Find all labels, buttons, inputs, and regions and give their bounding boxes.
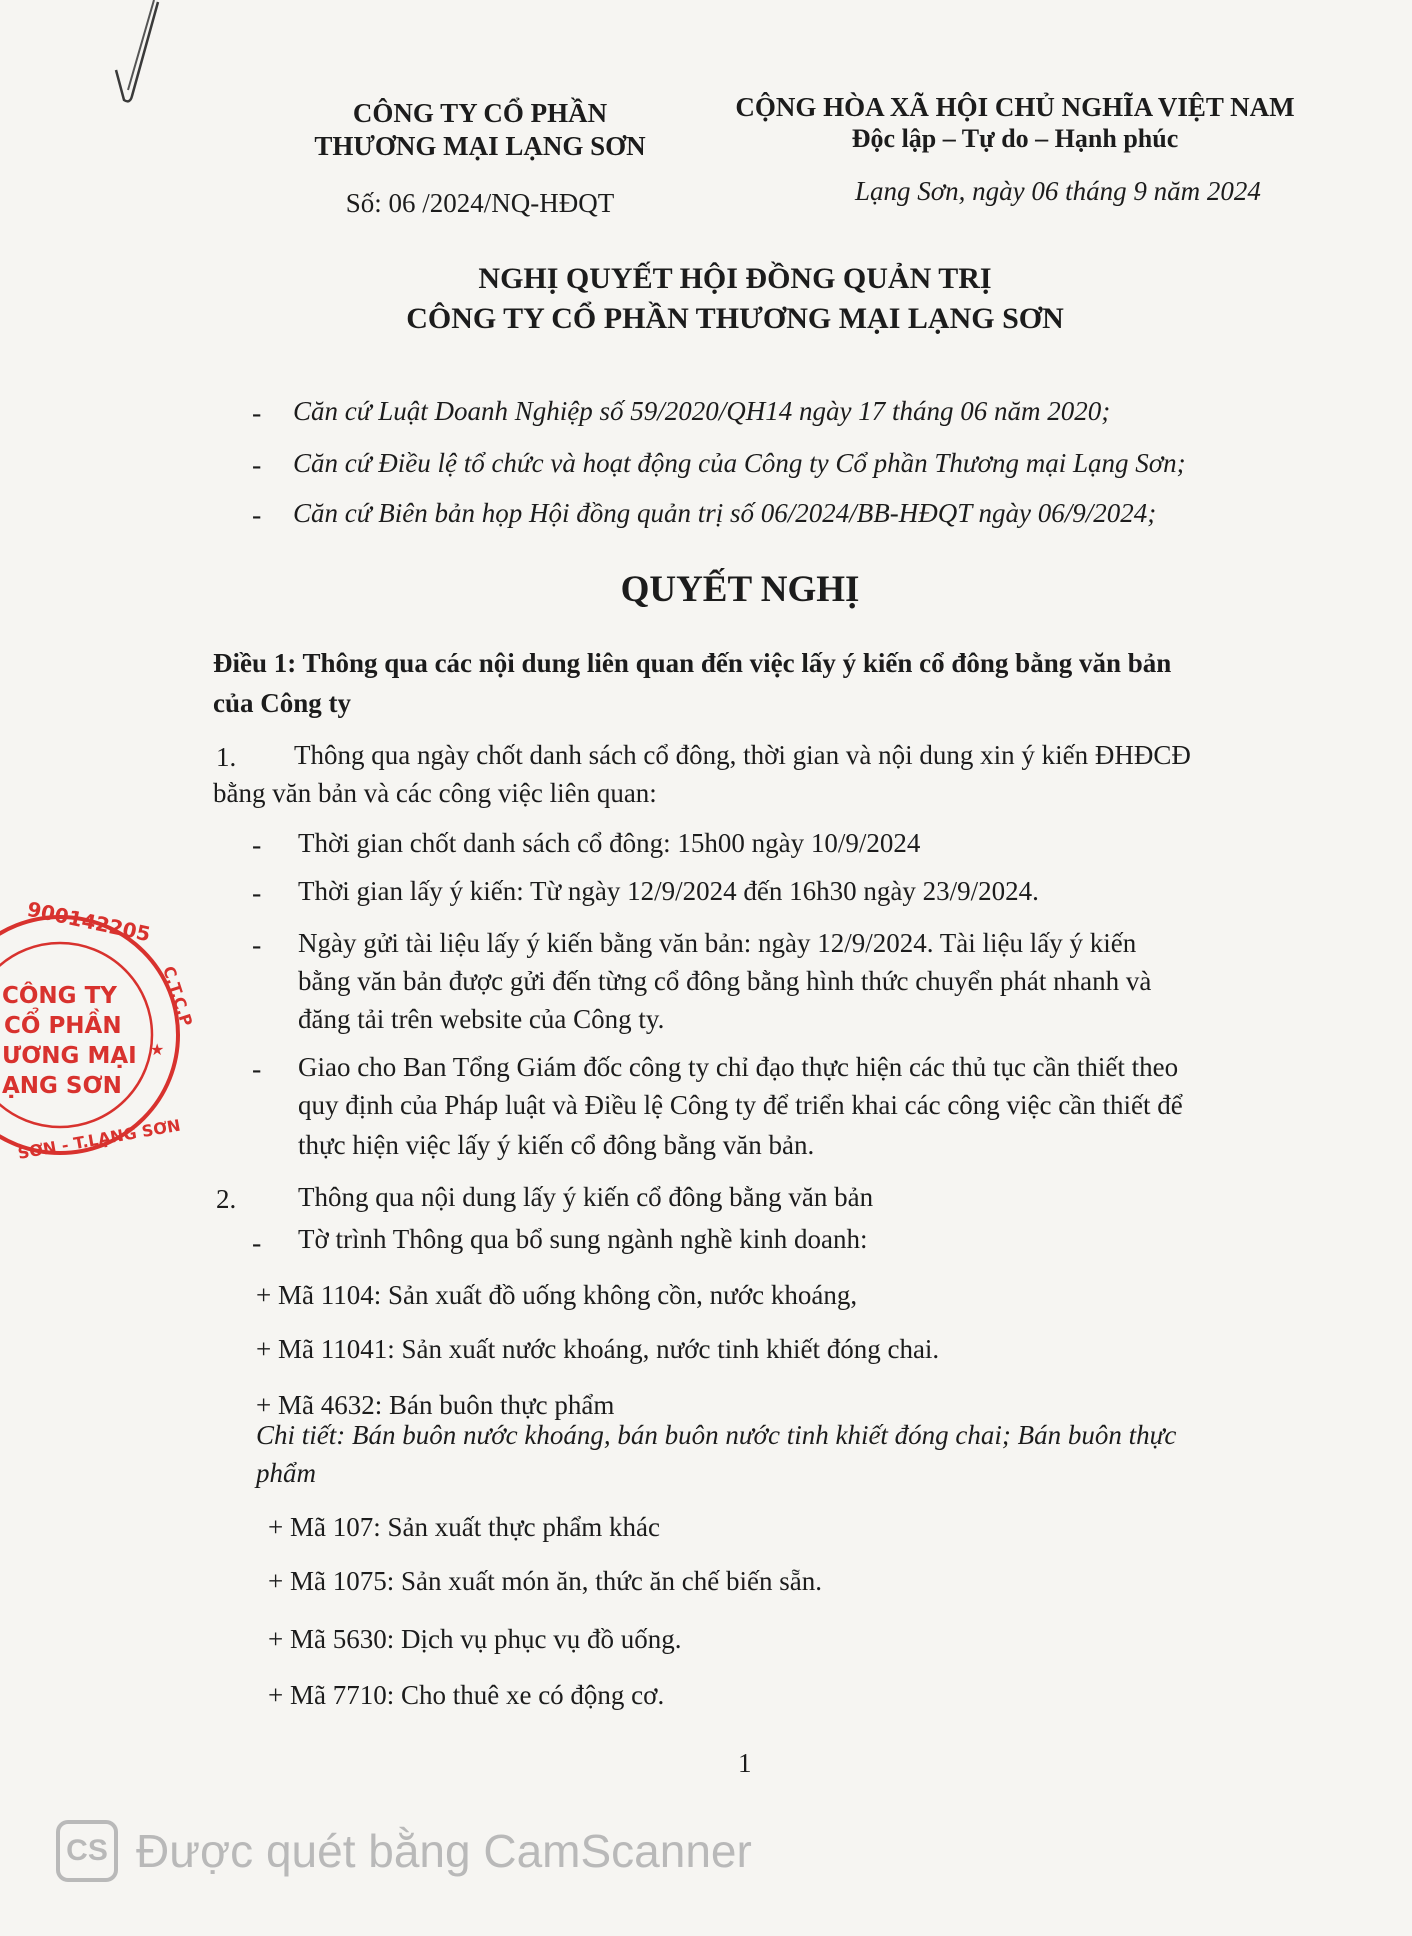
dash-bullet: - (252, 1228, 262, 1259)
seal-bottom-text: SƠN - T.LẠNG SƠN (16, 1115, 182, 1163)
dash-bullet: - (252, 930, 262, 961)
company-name-line1: CÔNG TY CỔ PHẦN (352, 98, 608, 128)
camscanner-watermark (56, 1820, 752, 1882)
document-number: Số: 06 /2024/NQ-HĐQT (345, 188, 615, 218)
business-code-1104: + Mã 1104: Sản xuất đồ uống không cồn, nước khoáng, (256, 1280, 858, 1310)
item-1-number: 1. (216, 742, 237, 772)
dash-bullet: - (252, 878, 262, 909)
article-1-line1: Điều 1: Thông qua các nội dung liên quan đến việc lấy ý kiến cổ đông bằng văn bản (213, 648, 1172, 678)
bullet-send-docs-line1: Ngày gửi tài liệu lấy ý kiến bằng văn bản: ngày 12/9/2024. Tài liệu lấy ý kiến (298, 928, 1137, 958)
business-code-1075: + Mã 1075: Sản xuất món ăn, thức ăn chế biến sẵn. (268, 1566, 822, 1596)
item-2-line1: Thông qua nội dung lấy ý kiến cổ đông bằng văn bản (298, 1182, 874, 1212)
business-code-107: + Mã 107: Sản xuất thực phẩm khác (268, 1512, 661, 1542)
dash-bullet: - (252, 1054, 262, 1085)
seal-line2: CỔ PHẦN (4, 1013, 122, 1039)
bullet-send-docs-line3: đăng tải trên website của Công ty. (298, 1004, 665, 1034)
item-2-number: 2. (216, 1184, 237, 1214)
business-code-11041: + Mã 11041: Sản xuất nước khoáng, nước tinh khiết đóng chai. (256, 1334, 940, 1364)
bullet-assign-line3: thực hiện việc lấy ý kiến cổ đông bằng văn bản. (298, 1130, 815, 1160)
bullet-send-docs-line2: bằng văn bản được gửi đến từng cổ đông bằng hình thức chuyển phát nhanh và (298, 966, 1152, 996)
place-date: Lạng Sơn, ngày 06 tháng 9 năm 2024 (855, 176, 1261, 206)
company-name-line2: THƯƠNG MẠI LẠNG SƠN (314, 131, 646, 161)
item-1-line1: Thông qua ngày chốt danh sách cổ đông, thời gian và nội dung xin ý kiến ĐHĐCĐ (294, 740, 1191, 770)
nation-title: CỘNG HÒA XÃ HỘI CHỦ NGHĨA VIỆT NAM (735, 92, 1295, 122)
page-number: 1 (738, 1748, 752, 1778)
legal-basis-2: Căn cứ Điều lệ tổ chức và hoạt động của Công ty Cổ phần Thương mại Lạng Sơn; (293, 448, 1186, 478)
camscanner-logo-icon: CS (56, 1820, 118, 1882)
seal-line3: ƯƠNG MẠI (2, 1043, 137, 1069)
business-code-7710: + Mã 7710: Cho thuê xe có động cơ. (268, 1680, 665, 1710)
seal-line4: ẠNG SƠN (2, 1073, 122, 1099)
legal-basis-3: Căn cứ Biên bản họp Hội đồng quản trị số 06/2024/BB-HĐQT ngày 06/9/2024; (293, 498, 1157, 528)
business-code-5630: + Mã 5630: Dịch vụ phục vụ đồ uống. (268, 1624, 682, 1654)
legal-basis-1: Căn cứ Luật Doanh Nghiệp số 59/2020/QH14 ngày 17 tháng 06 năm 2020; (293, 396, 1111, 426)
bullet-record-date: Thời gian chốt danh sách cổ đông: 15h00 ngày 10/9/2024 (298, 828, 921, 858)
detail-line1: Chi tiết: Bán buôn nước khoáng, bán buôn nước tinh khiết đóng chai; Bán buôn thực (256, 1420, 1177, 1450)
bullet-opinion-period: Thời gian lấy ý kiến: Từ ngày 12/9/2024 đến 16h30 ngày 23/9/2024. (298, 876, 1039, 906)
detail-line2: phẩm (256, 1458, 316, 1488)
svg-text:★: ★ (150, 1040, 165, 1059)
dash-bullet: - (252, 500, 262, 531)
item-1-line2: bằng văn bản và các công việc liên quan: (213, 778, 657, 808)
dash-bullet: - (252, 830, 262, 861)
paper-clip-icon (118, 0, 178, 110)
bullet-assign-line1: Giao cho Ban Tổng Giám đốc công ty chỉ đạo thực hiện các thủ tục cần thiết theo (298, 1052, 1179, 1082)
seal-reg-number: 900142205 (25, 896, 153, 947)
bullet-proposal: Tờ trình Thông qua bổ sung ngành nghề kinh doanh: (298, 1224, 868, 1254)
seal-line1: CÔNG TY (2, 983, 117, 1009)
dash-bullet: - (252, 450, 262, 481)
business-code-4632: + Mã 4632: Bán buôn thực phẩm (256, 1390, 615, 1420)
company-seal-icon (0, 896, 197, 1165)
bullet-assign-line2: quy định của Pháp luật và Điều lệ Công ty để triển khai các công việc cần thiết để (298, 1090, 1183, 1120)
dash-bullet: - (252, 398, 262, 429)
motto: Độc lập – Tự do – Hạnh phúc (851, 124, 1179, 153)
article-1-line2: của Công ty (213, 688, 352, 718)
resolution-title-line2: CÔNG TY CỔ PHẦN THƯƠNG MẠI LẠNG SƠN (406, 302, 1064, 335)
camscanner-text: Được quét bằng CamScanner (136, 1825, 752, 1877)
resolution-title-line1: NGHỊ QUYẾT HỘI ĐỒNG QUẢN TRỊ (478, 262, 992, 295)
resolve-heading: QUYẾT NGHỊ (620, 569, 860, 610)
seal-side-text: C.T.C.P (159, 963, 197, 1029)
